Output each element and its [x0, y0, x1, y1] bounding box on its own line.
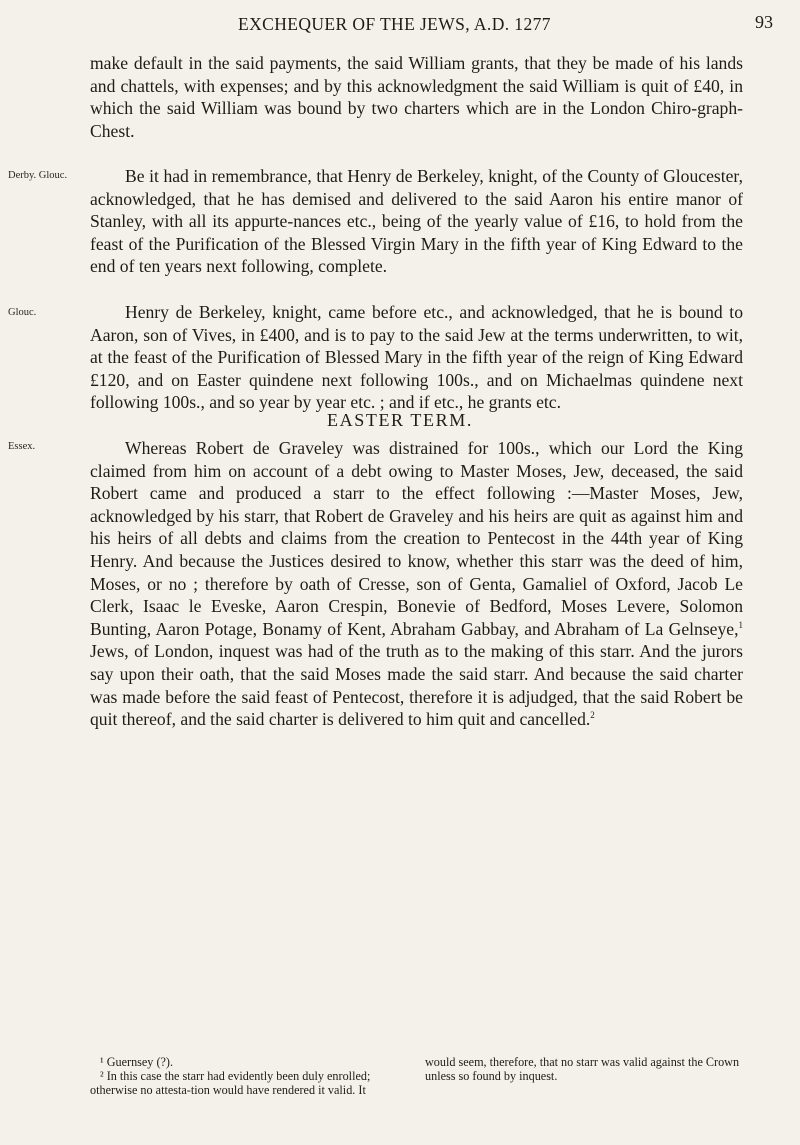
paragraph-text-part: Jews, of London, inquest was had of the truth as to the making of this starr. And the jurors say upon their oath, that the said Moses made the said starr. And because the said charter was made before the said feast of Pentecost, therefore it is adjudged, that the said Robert be quit thereof, and the said charter is delivered to him quit and cancelled.	[90, 641, 743, 730]
paragraph-text: Be it had in remembrance, that Henry de Berkeley, knight, of the County of Gloucester, acknowledged, that he has demised and delivered to the said Aaron his entire manor of Stanley, with all its appurte-nances etc., being of the yearly value of £16, to hold from the feast of the Purification of the Blessed Virgin Mary in the fifth year of King Edward to the end of ten years next following, complete.	[90, 166, 743, 277]
margin-note-essex: Essex.	[8, 441, 36, 452]
footnote-ref[interactable]: 1	[738, 619, 743, 630]
paragraph-berkeley-bond	[90, 301, 743, 414]
page-number: 93	[755, 12, 773, 32]
paragraph-text	[90, 437, 743, 731]
margin-note-glouc: Glouc.	[8, 307, 37, 318]
paragraph-text: make default in the said payments, the said William grants, that they be made of his lands and chattels, with expenses; and by this acknowledgment the said William is quit of £40, in which the said William was bound by two charters which are in the London Chiro-graph-Chest.	[90, 53, 743, 141]
paragraph-berkeley-manor	[90, 165, 743, 278]
footnotes-left-column	[90, 1055, 408, 1098]
paragraph-text-part: Whereas Robert de Graveley was distrained for 100s., which our Lord the King claimed from him on account of a debt owing to Master Moses, Jew, deceased, the said Robert came and produced a starr to the effect following :—Master Moses, Jew, acknowledged by his starr, that Robert de Graveley and his heirs are quit as against him and his heirs of all debts and claims from the creation to Pentecost in the 44th year of King Henry. And because the Justices desired to know, whether this starr was the deed of him, Moses, or no ; therefore by oath of Cresse, son of Genta, Gamaliel of Oxford, Jacob Le Clerk, Isaac le Eveske, Aaron Crespin, Bonevie of Bedford, Moses Levere, Solomon Bunting, Aaron Potage, Bonamy of Kent, Abraham Gabbay, and Abraham of La Gelnseye,	[90, 438, 743, 639]
section-heading: EASTER TERM.	[327, 410, 473, 430]
footnote-2-continued: would seem, therefore, that no starr was valid against the Crown unless so found by inquest.	[425, 1055, 740, 1084]
paragraph-text: Henry de Berkeley, knight, came before etc., and acknowledged, that he is bound to Aaron, son of Vives, in £400, and is to pay to the said Jew at the terms underwritten, to wit, at the feast of the Purification of Blessed Mary in the fifth year of the reign of King Edward £120, and on Easter quindene next following 100s., and on Michaelmas quindene next following 100s., and so year by year etc. ; and if etc., he grants etc.	[90, 302, 743, 413]
paragraph-continuation	[90, 52, 743, 142]
margin-note-derby-glouc: Derby. Glouc.	[8, 170, 68, 181]
footnote-2: ² In this case the starr had evidently been duly enrolled; otherwise no attesta-tion would have rendered it valid. It	[90, 1069, 371, 1098]
running-title: EXCHEQUER OF THE JEWS, A.D. 1277	[238, 14, 551, 34]
footnote-1: ¹ Guernsey (?).	[100, 1055, 174, 1069]
paragraph-graveley	[90, 437, 743, 731]
footnotes-right-column	[425, 1055, 743, 1098]
footnote-ref[interactable]: 2	[590, 710, 595, 721]
footnotes	[90, 1055, 743, 1098]
